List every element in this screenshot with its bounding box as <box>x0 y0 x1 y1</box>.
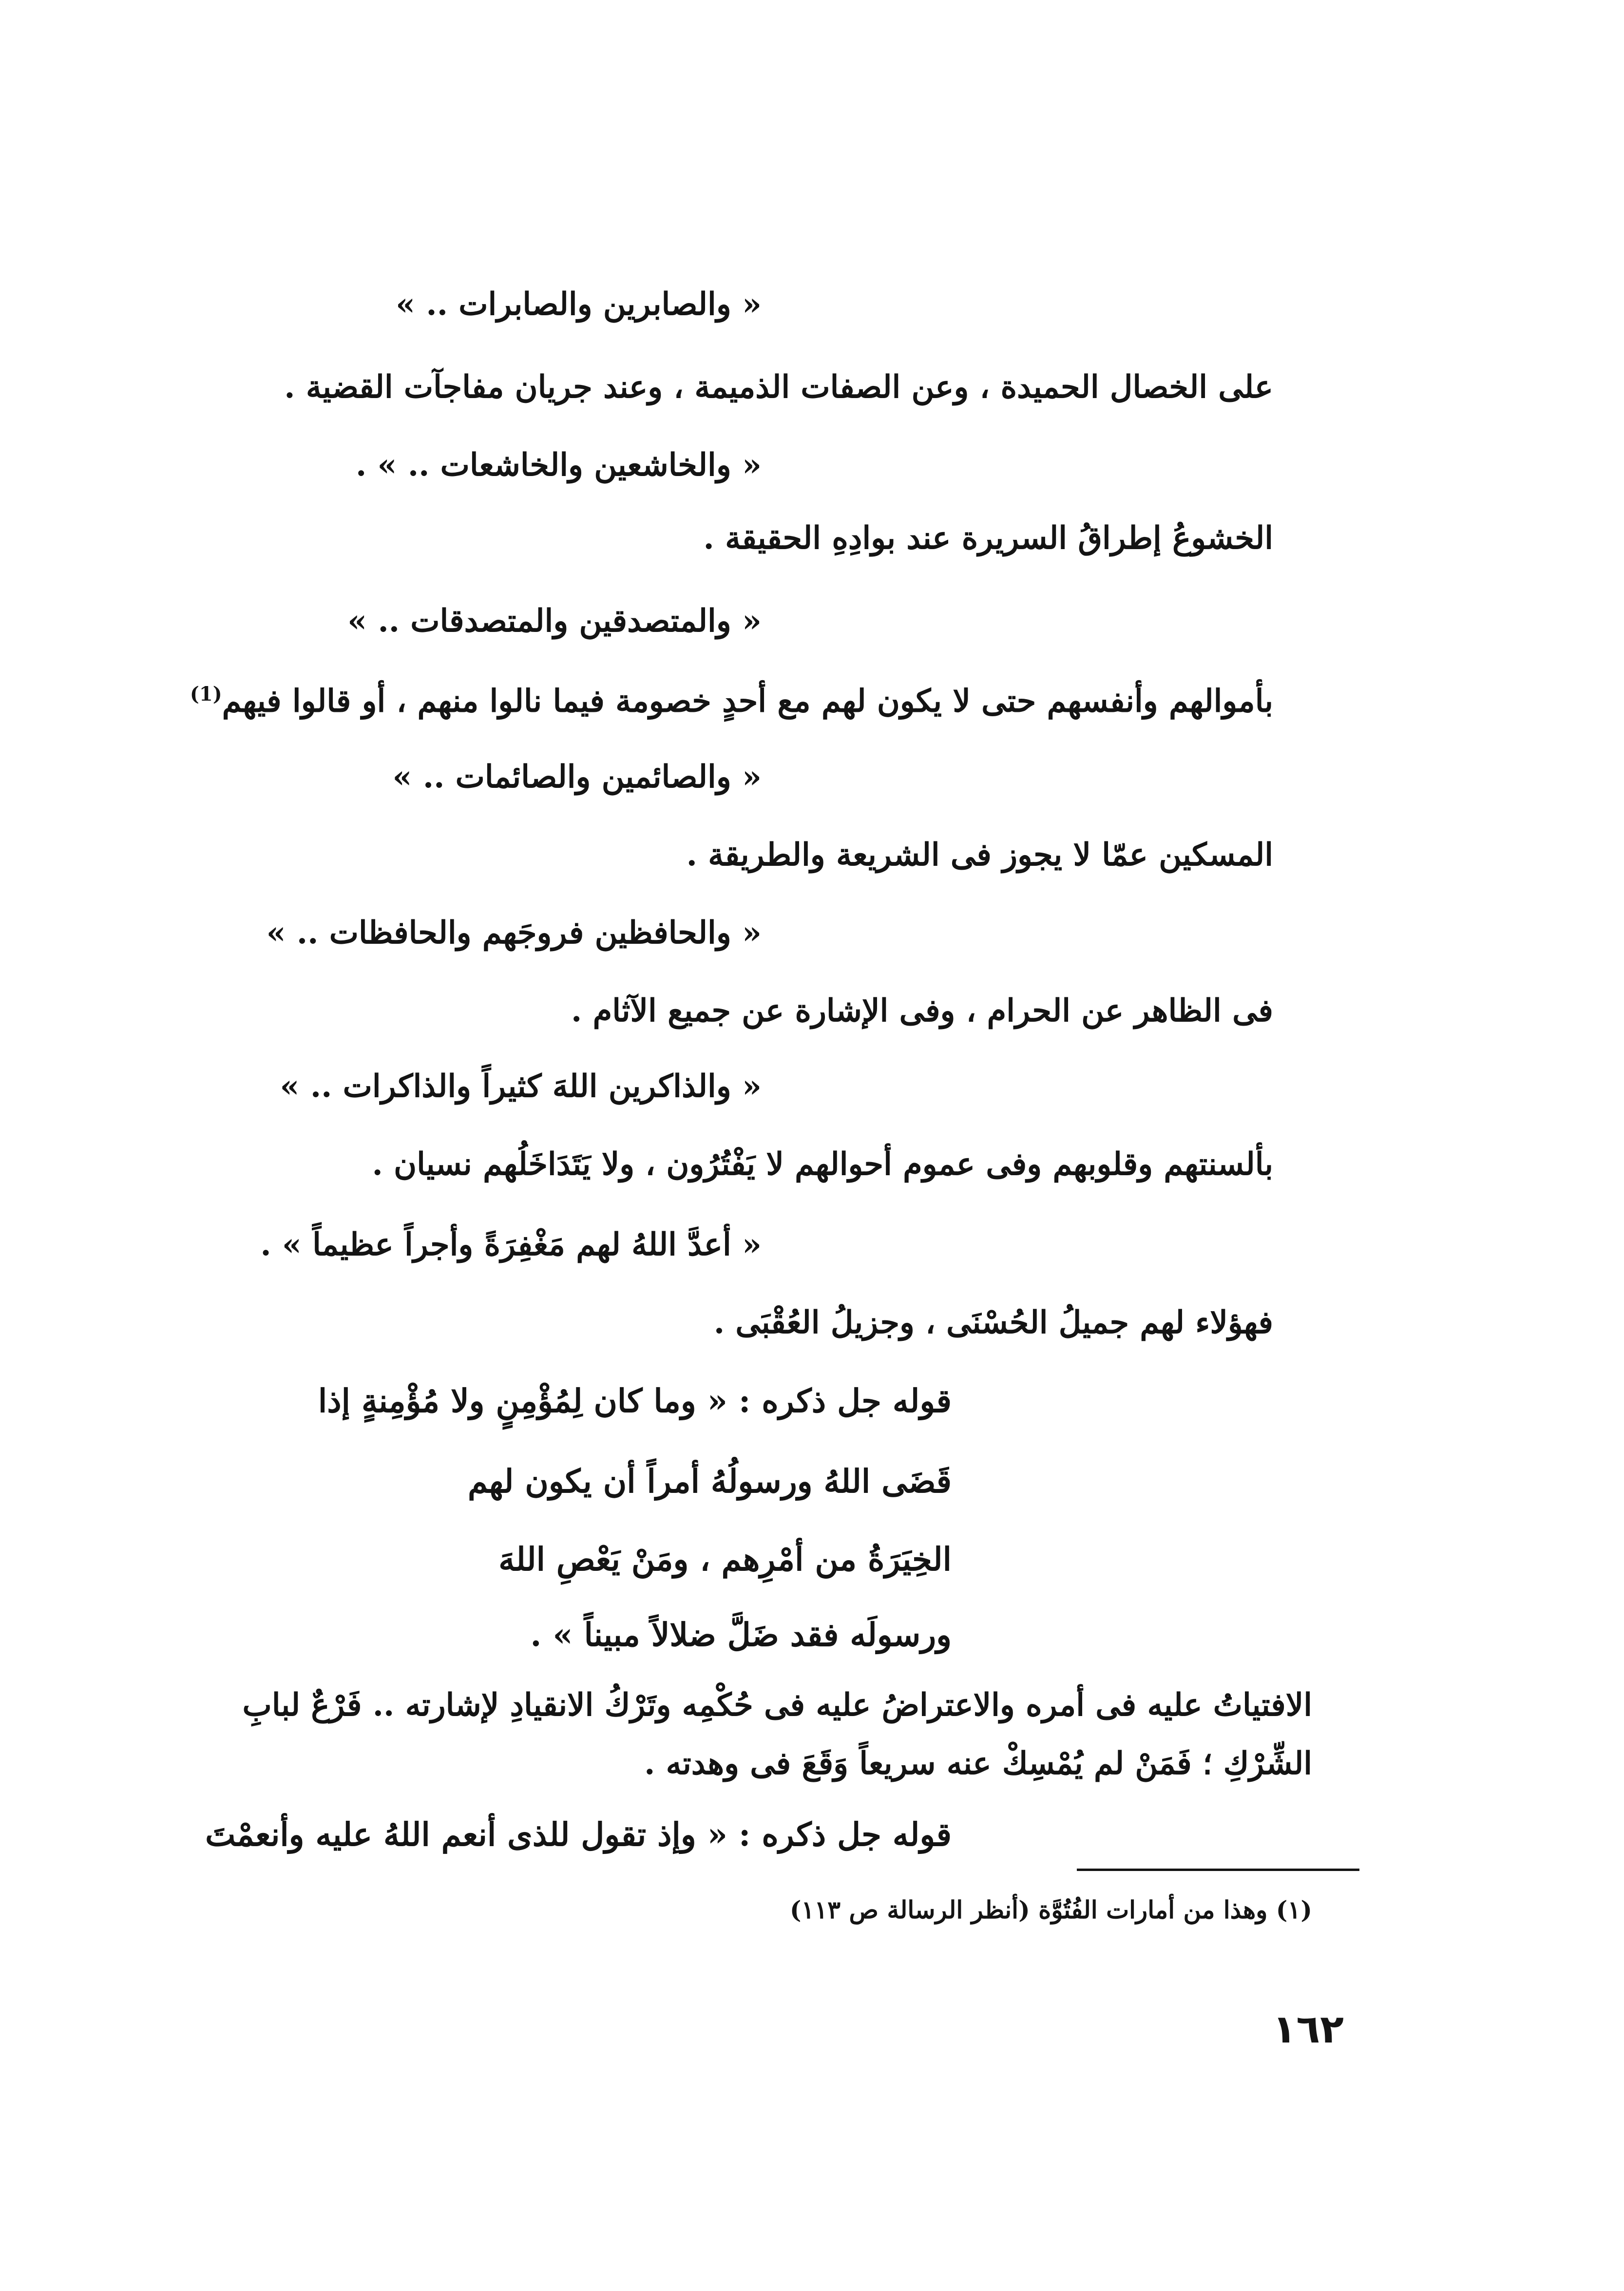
verse-quote: « والخاشعين والخاشعات .. » . <box>355 447 762 483</box>
verse-quote: « والحافظين فروجَهم والحافظات .. » <box>266 915 762 951</box>
verse-quote: « أعدَّ اللهُ لهم مَغْفِرَةً وأجراً عظيماً » . <box>260 1226 762 1263</box>
verse-heading: الخِيَرَةُ من أمْرِهم ، ومَنْ يَعْصِ اللهَ <box>498 1540 952 1578</box>
verse-heading: قوله جل ذكره : « وإذ تقول للذى أنعم اللهُ عليه وأنعمْتَ <box>205 1815 952 1853</box>
commentary-line: الشِّرْكِ ؛ فَمَنْ لم يُمْسِكْ عنه سريعاً وَقَعَ فى وهدته . <box>644 1745 1312 1782</box>
commentary-line: على الخصال الحميدة ، وعن الصفات الذميمة ، وعند جريان مفاجآت القضية . <box>284 369 1273 405</box>
verse-quote: « والصائمين والصائمات .. » <box>392 759 762 795</box>
verse-heading: قوله جل ذكره : « وما كان لِمُؤْمِنٍ ولا مُؤْمِنةٍ إذا <box>318 1382 952 1420</box>
commentary-line: الافتياتُ عليه فى أمره والاعتراضُ عليه فى حُكْمِه وتَرْكُ الانقيادِ لإشارته .. فَرْعٌ لبابِ <box>242 1687 1312 1723</box>
commentary-line <box>190 665 1273 730</box>
commentary-line: فى الظاهر عن الحرام ، وفى الإشارة عن جميع الآثام . <box>571 993 1273 1029</box>
verse-heading: ورسولَه فقد ضَلَّ ضلالاً مبيناً » . <box>530 1616 952 1654</box>
commentary-line: بألسنتهم وقلوبهم وفى عموم أحوالهم لا يَفْتُرُون ، ولا يَتَدَاخَلُهم نسيان . <box>372 1146 1273 1183</box>
page-number: ١٦٢ <box>1272 2006 1344 2052</box>
commentary-line: الخشوعُ إطراقُ السريرة عند بوادِهِ الحقيقة . <box>703 520 1273 556</box>
footnote: (١) وهذا من أمارات الفُتُوَّة (أنظر الرسالة ص ١١٣) <box>789 1895 1312 1924</box>
verse-quote: « والذاكرين اللهَ كثيراً والذاكرات .. » <box>280 1068 762 1105</box>
commentary-line: فهؤلاء لهم جميلُ الحُسْنَى ، وجزيلُ العُقْبَى . <box>713 1304 1273 1341</box>
commentary-line: المسكين عمّا لا يجوز فى الشريعة والطريقة . <box>686 837 1273 873</box>
verse-heading: قَضَى اللهُ ورسولُهُ أمراً أن يكون لهم <box>467 1462 952 1500</box>
footnote-marker: (1) <box>190 683 222 706</box>
commentary-text: بأموالهم وأنفسهم حتى لا يكون لهم مع أحدٍ خصومة فيما نالوا منهم ، أو قالوا فيهم <box>222 683 1273 720</box>
verse-quote: « والمتصدقين والمتصدقات .. » <box>347 603 762 639</box>
verse-quote: « والصابرين والصابرات .. » <box>396 286 762 323</box>
footnote-divider <box>1077 1869 1359 1871</box>
